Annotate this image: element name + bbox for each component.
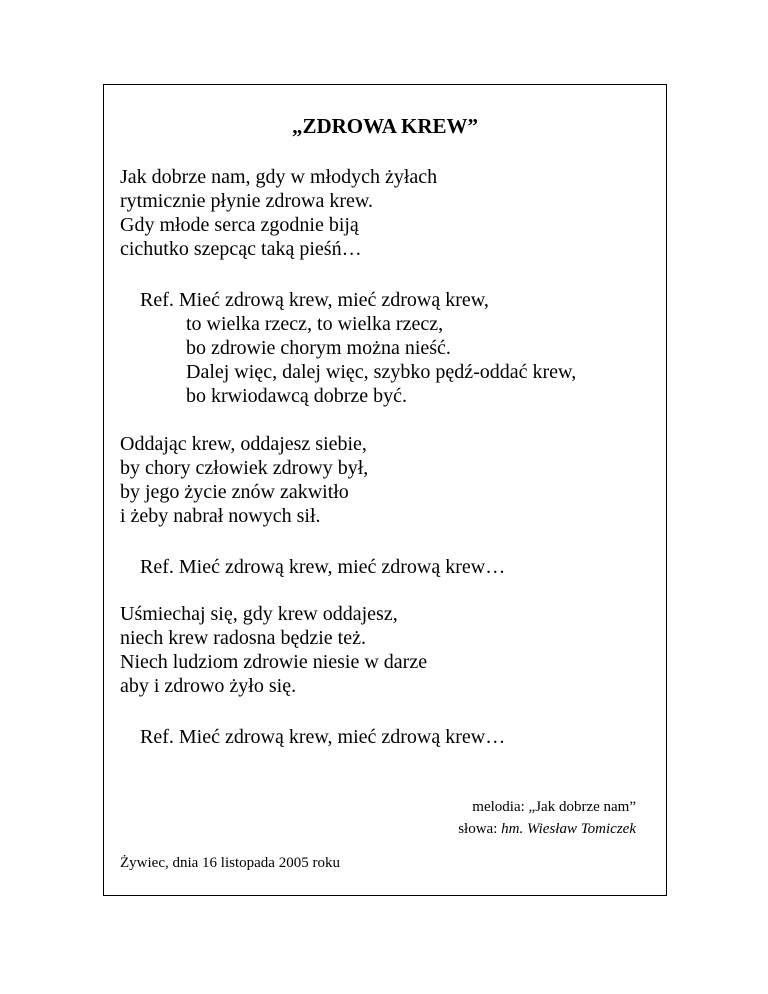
words-label: słowa: xyxy=(458,821,498,837)
refrain-short-2 xyxy=(140,725,505,749)
stanza-line: by jego życie znów zakwitło xyxy=(120,481,349,503)
stanza-line: Niech ludziom zdrowie niesie w darze xyxy=(120,651,428,673)
stanza-1 xyxy=(120,165,437,261)
song-title: „ZDROWA KREW” xyxy=(291,114,479,138)
refrain-full xyxy=(140,288,576,408)
melody-value: „Jak dobrze nam” xyxy=(528,799,636,815)
stanza-line: Gdy młode serca zgodnie biją xyxy=(120,214,359,236)
melody-label: melodia: xyxy=(472,799,525,815)
refrain-line: Dalej więc, dalej więc, szybko pędź-oddać krew, xyxy=(186,361,577,383)
stanza-2 xyxy=(120,432,368,528)
stanza-3 xyxy=(120,602,427,698)
stanza-line: Uśmiechaj się, gdy krew oddajesz, xyxy=(120,603,398,625)
refrain-line: Ref. Mieć zdrową krew, mieć zdrową krew… xyxy=(140,726,506,748)
stanza-line: niech krew radosna będzie też. xyxy=(120,627,366,649)
melody-credit xyxy=(458,796,636,818)
stanza-line: Oddając krew, oddajesz siebie, xyxy=(120,433,367,455)
credits xyxy=(458,796,636,840)
refrain-line: to wielka rzecz, to wielka rzecz, xyxy=(186,313,444,335)
refrain-short-1 xyxy=(140,555,505,579)
place-date: Żywiec, dnia 16 listopada 2005 roku xyxy=(120,855,340,871)
stanza-line: Jak dobrze nam, gdy w młodych żyłach xyxy=(120,166,438,188)
refrain-line: Ref. Mieć zdrową krew, mieć zdrową krew… xyxy=(140,556,506,578)
refrain-line: Ref. Mieć zdrową krew, mieć zdrową krew, xyxy=(140,289,489,311)
document-frame xyxy=(103,84,667,896)
stanza-line: cichutko szepcąc taką pieśń… xyxy=(120,238,362,260)
stanza-line: by chory człowiek zdrowy był, xyxy=(120,457,369,479)
words-credit xyxy=(458,818,636,840)
refrain-line: bo zdrowie chorym można nieść. xyxy=(186,337,451,359)
stanza-line: aby i zdrowo żyło się. xyxy=(120,675,297,697)
refrain-line: bo krwiodawcą dobrze być. xyxy=(186,385,408,407)
stanza-line: i żeby nabrał nowych sił. xyxy=(120,505,321,527)
words-author: hm. Wiesław Tomiczek xyxy=(501,821,636,837)
stanza-line: rytmicznie płynie zdrowa krew. xyxy=(120,190,374,212)
